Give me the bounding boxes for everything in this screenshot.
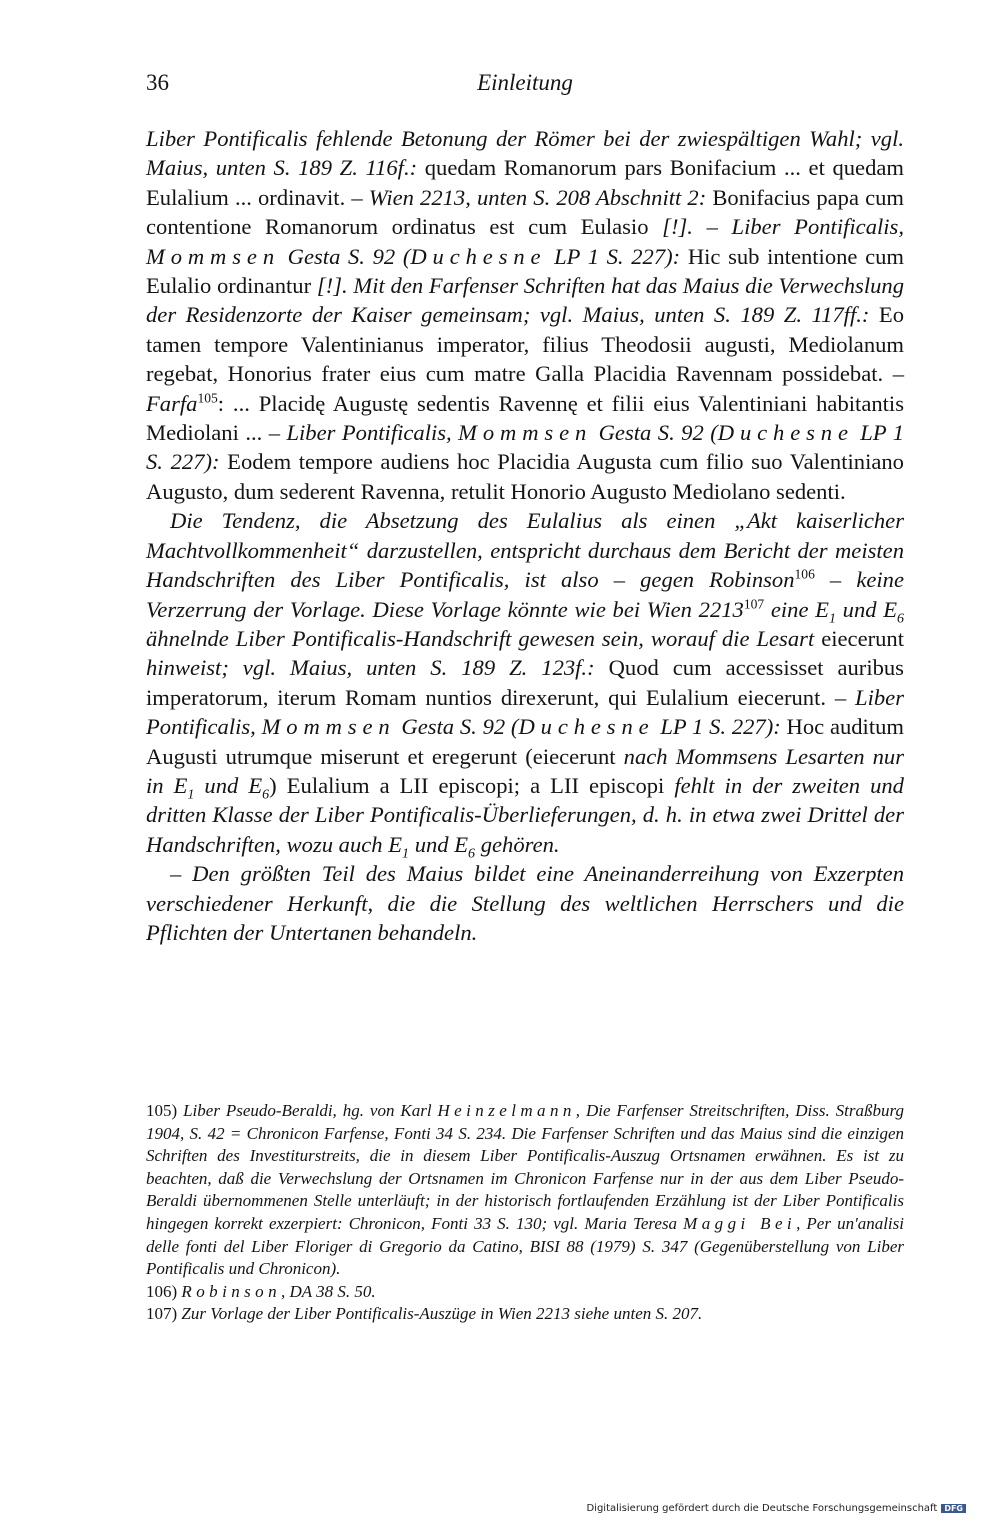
dfg-logo: DFG <box>941 1504 966 1513</box>
text-run: , Per un'analisi delle fonti del Liber Floriger di Gregorio da Catino, BISI 88 (1979) S. 347 (Gegenüberstellung von Liber Pontificalis und Chronicon). <box>146 1213 904 1279</box>
footnote-ref-105: 105 <box>197 390 218 406</box>
text-run: LP 1 S. 227): <box>654 714 781 740</box>
author-name: Heinzelmann <box>437 1101 576 1120</box>
text-run: Liber Pontificalis, <box>286 420 459 446</box>
text-run: Eulalium a LII episcopi; a LII episcopi <box>276 772 675 798</box>
text-run: : ... Placidę Augustę sedentis Ravennę et filii eius Valentiniani habitantis Mediolani ... – <box>146 390 904 446</box>
footnote-number: 107) <box>146 1304 178 1324</box>
author-name: Duchesne <box>717 420 854 446</box>
text-run: Wien 2213, unten S. 208 Abschnitt 2: <box>368 184 707 210</box>
author-name: Mommsen <box>261 714 396 740</box>
text-run: Zur Vorlage der Liber Pontificalis-Auszüge in Wien 2213 siehe unten S. 207. <box>177 1304 703 1324</box>
digitization-credit <box>586 1503 966 1514</box>
running-title: Einleitung <box>477 70 573 95</box>
author-name: Duchesne <box>410 243 547 269</box>
text-run: Quod cum accessisset auribus imperatorum, iterum Romam nuntios direxerunt, qui Eulalium eiecerunt. – <box>146 655 904 710</box>
text-run: Liber Pontificalis, <box>146 684 904 740</box>
main-text <box>146 124 904 947</box>
text-run: eiecerunt <box>821 625 904 651</box>
footnote-number: 106) <box>146 1281 178 1301</box>
credit-text: Digitalisierung gefördert durch die Deutsche Forschungsgemeinschaft <box>586 1503 938 1514</box>
text-run: fehlt in der zweiten und dritten Klasse der Liber Pontificalis-Überlieferungen, d. h. in etwa zwei Drittel der Handschriften, wozu auch E <box>146 772 904 857</box>
subscript: 1 <box>828 611 836 627</box>
text-run: Gesta S. 92 ( <box>592 420 718 446</box>
text-run: Hoc auditum Augusti utrumque miserunt et eregerunt ( <box>146 714 904 769</box>
text-run: gehören. <box>475 831 560 857</box>
text-run: Liber Pseudo-Beraldi, hg. von Karl <box>177 1101 438 1120</box>
author-name: Robinson <box>181 1281 282 1301</box>
text-run: eine E <box>764 596 829 622</box>
author-name: Duchesne <box>518 714 655 740</box>
subscript: 6 <box>468 846 476 862</box>
footnote-107 <box>146 1303 904 1326</box>
text-run: LP 1 S. 227): <box>146 420 904 475</box>
text-run: Eodem tempore audiens hoc Placidia Augusta cum filio suo Valentiniano Augusto, dum sederent Ravenna, retulit Honorio Augusto Mediolano sedenti. <box>146 449 904 504</box>
text-run: – keine Verzerrung der Vorlage. Diese Vorlage könnte wie bei Wien 2213 <box>146 567 904 622</box>
text-run: Bonifacius papa cum contentione Romanorum ordinatus est cum Eulasio <box>146 184 904 240</box>
text-run: [!]. Mit den Farfenser Schriften hat das Maius die Verwechslung der Residenzorte der Kaiser gemeinsam; vgl. Maius, unten S. 189 Z. 117ff.: <box>146 273 904 328</box>
text-run: hinweist; vgl. Maius, unten S. 189 Z. 123f.: <box>146 655 595 681</box>
text-run: Farfa <box>146 390 198 416</box>
author-name: Mommsen <box>146 243 281 269</box>
text-run: ) <box>269 772 277 798</box>
subscript: 6 <box>262 787 270 803</box>
text-run: Die Tendenz, die Absetzung des Eulalius als einen „Akt kaiserlicher Machtvollkommenheit“ darzustellen, entspricht durchaus dem Bericht der meisten Handschriften des Liber Pontificalis, ist also – gegen Robinson <box>146 508 904 593</box>
text-run: [!]. – Liber Pontificalis, <box>662 214 904 240</box>
paragraph-3: – Den größten Teil des Maius bildet eine Aneinanderreihung von Exzerpten verschiedener Herkunft, die die Stellung des weltlichen Herrschers und die Pflichten der Untertanen behandeln. <box>146 861 904 945</box>
text-run: eiecerunt <box>532 743 616 769</box>
subscript: 6 <box>897 611 905 627</box>
author-name: Mommsen <box>458 420 593 446</box>
author-name: Maggi Bei <box>683 1213 797 1233</box>
text-run: und E <box>409 831 469 857</box>
footnote-ref-106: 106 <box>794 566 815 582</box>
text-run: Gesta S. 92 ( <box>395 714 519 740</box>
text-run: Hic sub intentione cum Eulalio ordinantur <box>146 243 905 299</box>
text-run: LP 1 S. 227): <box>546 243 681 269</box>
footnote-105 <box>146 1100 904 1281</box>
footnotes <box>146 1100 904 1326</box>
text-run: nach Mommsens Lesarten nur in E <box>146 743 904 798</box>
footnote-number: 105) <box>146 1101 178 1120</box>
subscript: 1 <box>402 846 410 862</box>
text-run: , DA 38 S. 50. <box>281 1281 376 1301</box>
text-run: und E <box>194 772 263 798</box>
paragraph-1 <box>146 124 904 506</box>
text-run: ähnelnde Liber Pontificalis-Handschrift gewesen sein, worauf die Lesart <box>146 625 822 651</box>
page-number: 36 <box>146 70 169 95</box>
text-run: Liber Pontificalis fehlende Betonung der Römer bei der zwiespältigen Wahl; vgl. Maius, unten S. 189 Z. 116f.: <box>146 126 904 181</box>
footnote-ref-107: 107 <box>743 595 765 611</box>
page-header <box>146 70 904 110</box>
paragraph-2 <box>146 506 905 862</box>
text-run: , Die Farfenser Streitschriften, Diss. Straßburg 1904, S. 42 = Chronicon Farfense, Fonti 34 S. 234. Die Farfenser Schriften und das Maius sind die einzigen Schriften des Investiturstreits, die in diesem Liber Pontificalis-Auszug Ortsnamen erwähnen. Es ist zu beachten, daß die Verwechslung der Ortsnamen im Chronicon Farfense nur in der aus dem Liber Pseudo-Beraldi übernommenen Stelle unterläuft; in der historisch fortlaufenden Erzählung ist der Liber Pontificalis hingegen korrekt exzerpiert: Chronicon, Fonti 33 S. 130; vgl. Maria Teresa <box>146 1101 904 1233</box>
footnote-106 <box>146 1281 904 1304</box>
text-run: Eo tamen tempore Valentinianus imperator, filius Theodosii augusti, Mediolanum regebat, Honorius frater eius cum matre Galla Placidia Ravennam possidebat. – <box>146 302 905 387</box>
subscript: 1 <box>187 787 195 803</box>
text-run: quedam Romanorum pars Bonifacium ... et quedam Eulalium ... ordinavit. – <box>146 155 904 210</box>
text-run: Gesta S. 92 ( <box>280 243 411 269</box>
text-run: und E <box>835 596 898 622</box>
